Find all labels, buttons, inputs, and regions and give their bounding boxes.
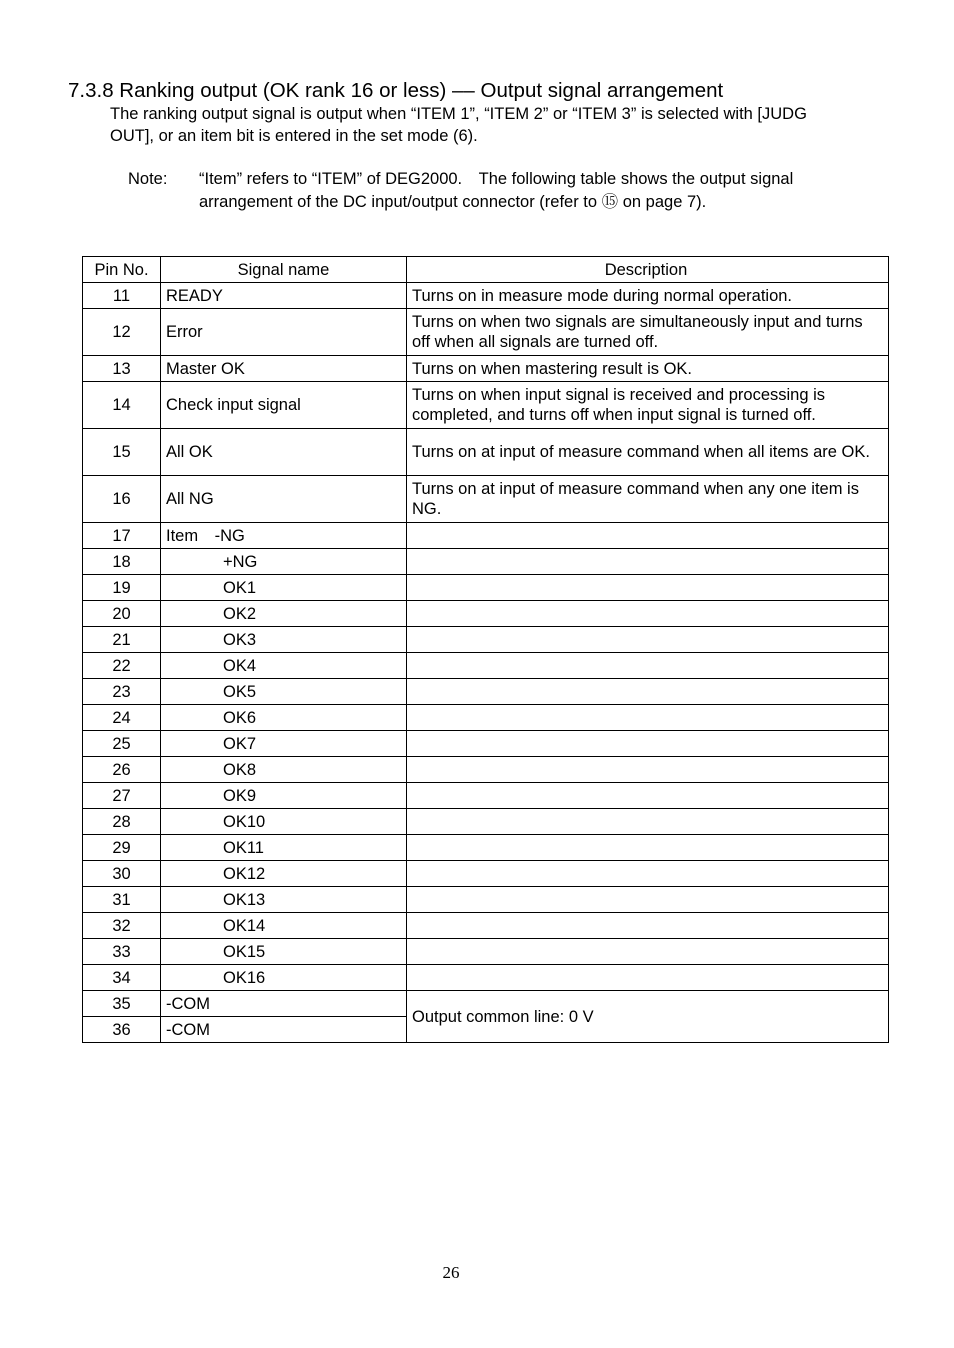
signal-cell: OK2 bbox=[161, 601, 407, 627]
signal-cell: -COM bbox=[161, 1017, 407, 1043]
signal-cell: Error bbox=[161, 309, 407, 356]
description-cell: Turns on at input of measure command when all items are OK. bbox=[407, 429, 889, 476]
description-cell: Output common line: 0 V bbox=[407, 991, 889, 1043]
pin-cell: 20 bbox=[83, 601, 161, 627]
signal-cell: OK1 bbox=[161, 575, 407, 601]
signal-cell: READY bbox=[161, 283, 407, 309]
table-row bbox=[83, 835, 889, 861]
signal-cell: OK13 bbox=[161, 887, 407, 913]
description-cell: Turns on when two signals are simultaneously input and turns off when all signals are turned off. bbox=[407, 309, 889, 356]
description-cell bbox=[407, 861, 889, 887]
table-row bbox=[83, 861, 889, 887]
description-cell bbox=[407, 601, 889, 627]
table-row bbox=[83, 679, 889, 705]
pin-cell: 27 bbox=[83, 783, 161, 809]
pin-cell: 30 bbox=[83, 861, 161, 887]
description-cell bbox=[407, 783, 889, 809]
pin-cell: 12 bbox=[83, 309, 161, 356]
pin-cell: 33 bbox=[83, 939, 161, 965]
pin-cell: 29 bbox=[83, 835, 161, 861]
table-row bbox=[83, 309, 889, 356]
pin-cell: 32 bbox=[83, 913, 161, 939]
description-cell bbox=[407, 731, 889, 757]
header-description: Description bbox=[407, 257, 889, 283]
signal-cell: All OK bbox=[161, 429, 407, 476]
pin-cell: 26 bbox=[83, 757, 161, 783]
signal-cell: Master OK bbox=[161, 356, 407, 382]
pin-cell: 34 bbox=[83, 965, 161, 991]
description-cell: Turns on when mastering result is OK. bbox=[407, 356, 889, 382]
description-cell bbox=[407, 887, 889, 913]
signal-cell: OK6 bbox=[161, 705, 407, 731]
pin-cell: 11 bbox=[83, 283, 161, 309]
pin-cell: 13 bbox=[83, 356, 161, 382]
signal-cell: Check input signal bbox=[161, 382, 407, 429]
table-row bbox=[83, 356, 889, 382]
intro-paragraph: The ranking output signal is output when “ITEM 1”, “ITEM 2” or “ITEM 3” is selected with [JUDG OUT], or an item bit is entered in the set mode (6). bbox=[110, 105, 807, 145]
pin-cell: 24 bbox=[83, 705, 161, 731]
table-row bbox=[83, 809, 889, 835]
pin-cell: 36 bbox=[83, 1017, 161, 1043]
signal-cell: -COM bbox=[161, 991, 407, 1017]
description-cell: Turns on in measure mode during normal operation. bbox=[407, 283, 889, 309]
description-cell bbox=[407, 627, 889, 653]
note-text: “Item” refers to “ITEM” of DEG2000. The following table shows the output signal arrangement of the DC input/output connector (refer to ⑮ on page 7). bbox=[199, 170, 794, 211]
signal-cell: OK4 bbox=[161, 653, 407, 679]
pin-cell: 21 bbox=[83, 627, 161, 653]
output-signal-table bbox=[82, 256, 889, 1043]
description-cell bbox=[407, 939, 889, 965]
table-row bbox=[83, 731, 889, 757]
signal-cell: OK7 bbox=[161, 731, 407, 757]
table-row bbox=[83, 382, 889, 429]
signal-cell: OK3 bbox=[161, 627, 407, 653]
header-pin-no: Pin No. bbox=[83, 257, 161, 283]
table-row bbox=[83, 476, 889, 523]
signal-cell: OK10 bbox=[161, 809, 407, 835]
signal-cell: OK15 bbox=[161, 939, 407, 965]
table-row bbox=[83, 965, 889, 991]
header-signal-name: Signal name bbox=[161, 257, 407, 283]
table-row bbox=[83, 991, 889, 1017]
pin-cell: 35 bbox=[83, 991, 161, 1017]
description-cell bbox=[407, 835, 889, 861]
table-row bbox=[83, 653, 889, 679]
pin-cell: 22 bbox=[83, 653, 161, 679]
description-cell bbox=[407, 653, 889, 679]
pin-cell: 19 bbox=[83, 575, 161, 601]
table-row bbox=[83, 575, 889, 601]
description-cell: Turns on at input of measure command when any one item is NG. bbox=[407, 476, 889, 523]
table-header-row bbox=[83, 257, 889, 283]
pin-cell: 25 bbox=[83, 731, 161, 757]
description-cell bbox=[407, 523, 889, 549]
signal-cell: OK9 bbox=[161, 783, 407, 809]
signal-cell: Item -NG bbox=[161, 523, 407, 549]
signal-cell: All NG bbox=[161, 476, 407, 523]
pin-cell: 23 bbox=[83, 679, 161, 705]
table-row bbox=[83, 783, 889, 809]
description-cell bbox=[407, 965, 889, 991]
page-number: 26 bbox=[442, 1263, 460, 1282]
signal-cell: OK14 bbox=[161, 913, 407, 939]
table-row bbox=[83, 601, 889, 627]
signal-cell: OK12 bbox=[161, 861, 407, 887]
description-cell bbox=[407, 705, 889, 731]
pin-cell: 18 bbox=[83, 549, 161, 575]
table-row bbox=[83, 627, 889, 653]
table-row bbox=[83, 939, 889, 965]
table-row bbox=[83, 283, 889, 309]
section-heading: 7.3.8 Ranking output (OK rank 16 or less) –– Output signal arrangement bbox=[68, 79, 724, 102]
description-cell bbox=[407, 809, 889, 835]
pin-cell: 28 bbox=[83, 809, 161, 835]
signal-cell: OK8 bbox=[161, 757, 407, 783]
signal-cell: OK5 bbox=[161, 679, 407, 705]
table-row bbox=[83, 549, 889, 575]
note-label: Note: bbox=[128, 170, 168, 188]
table-row bbox=[83, 705, 889, 731]
description-cell bbox=[407, 549, 889, 575]
table-row bbox=[83, 887, 889, 913]
description-cell bbox=[407, 913, 889, 939]
table-row bbox=[83, 523, 889, 549]
pin-cell: 15 bbox=[83, 429, 161, 476]
signal-cell: OK16 bbox=[161, 965, 407, 991]
description-cell bbox=[407, 757, 889, 783]
pin-cell: 17 bbox=[83, 523, 161, 549]
pin-cell: 31 bbox=[83, 887, 161, 913]
signal-cell: OK11 bbox=[161, 835, 407, 861]
description-cell bbox=[407, 575, 889, 601]
table-row bbox=[83, 429, 889, 476]
description-cell bbox=[407, 679, 889, 705]
table-row bbox=[83, 913, 889, 939]
description-cell: Turns on when input signal is received and processing is completed, and turns off when input signal is turned off. bbox=[407, 382, 889, 429]
pin-cell: 14 bbox=[83, 382, 161, 429]
signal-cell: +NG bbox=[161, 549, 407, 575]
table-row bbox=[83, 757, 889, 783]
pin-cell: 16 bbox=[83, 476, 161, 523]
